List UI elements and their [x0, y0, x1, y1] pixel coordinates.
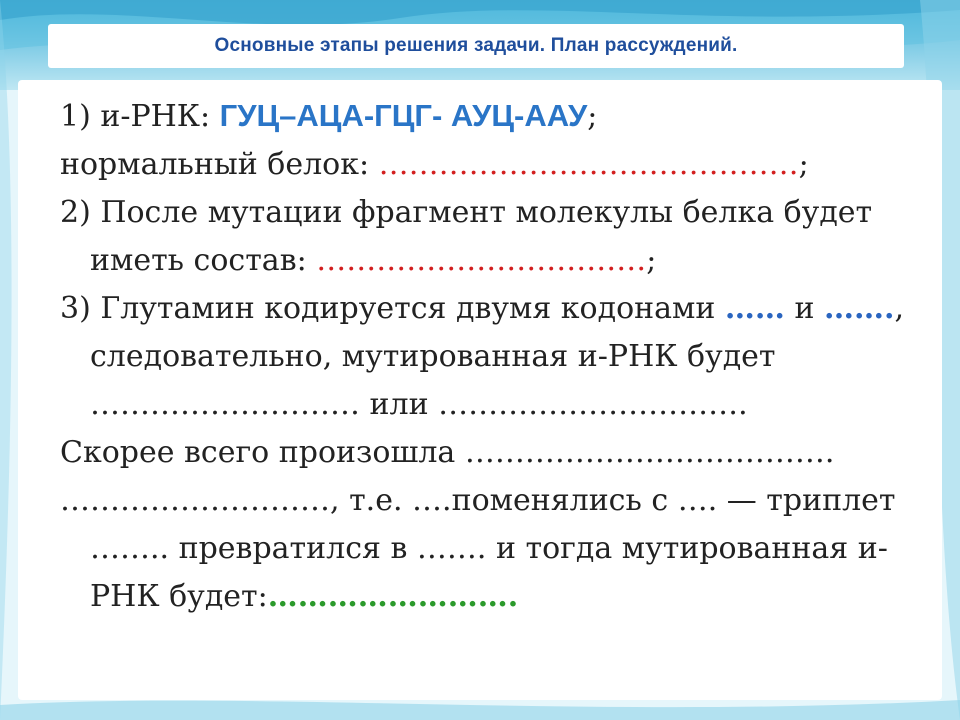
occurred-text: Скорее всего произошла ………………………………. — [60, 435, 835, 470]
glutamine-continuation: , следовательно, мутированная и-РНК будет ……………………… или …………………………. — [90, 291, 904, 422]
title-bar — [48, 24, 904, 68]
line-normal-protein — [60, 141, 910, 189]
normal-protein-label: нормальный белок: — [60, 147, 379, 182]
slide-content — [60, 92, 910, 621]
mrna-end: ; — [587, 99, 598, 134]
codon-blank-1: …… — [724, 291, 785, 326]
normal-protein-end: ; — [798, 147, 809, 182]
glutamine-text: 3) Глутамин кодируется двумя кодонами — [60, 291, 725, 326]
line-occurred — [60, 429, 910, 477]
line-glutamine — [60, 285, 910, 429]
line-mrna — [60, 92, 910, 141]
mutated-protein-blank: …………………………… — [316, 243, 647, 278]
mrna-label: 1) и-РНК: — [60, 99, 220, 134]
mrna-sequence: ГУЦ–АЦА-ГЦГ- АУЦ-ААУ — [219, 98, 588, 133]
mutated-mrna-blank: ……………………. — [267, 579, 519, 614]
mutated-protein-end: ; — [646, 243, 657, 278]
glutamine-and: и — [784, 291, 824, 326]
line-mutated-protein — [60, 189, 910, 285]
line-swap — [60, 477, 910, 621]
codon-blank-2: ……. — [823, 291, 895, 326]
normal-protein-blank: …………………………………… — [378, 147, 799, 182]
mutated-protein-text: 2) После мутации фрагмент молекулы белка будет иметь состав: — [60, 195, 873, 278]
slide-title: Основные этапы решения задачи. План рассуждений. — [214, 35, 738, 56]
swap-text: ………………………, т.е. ….поменялись с …. — триплет …….. превратился в ……. и тогда мутированная и-РНК будет: — [60, 483, 896, 614]
